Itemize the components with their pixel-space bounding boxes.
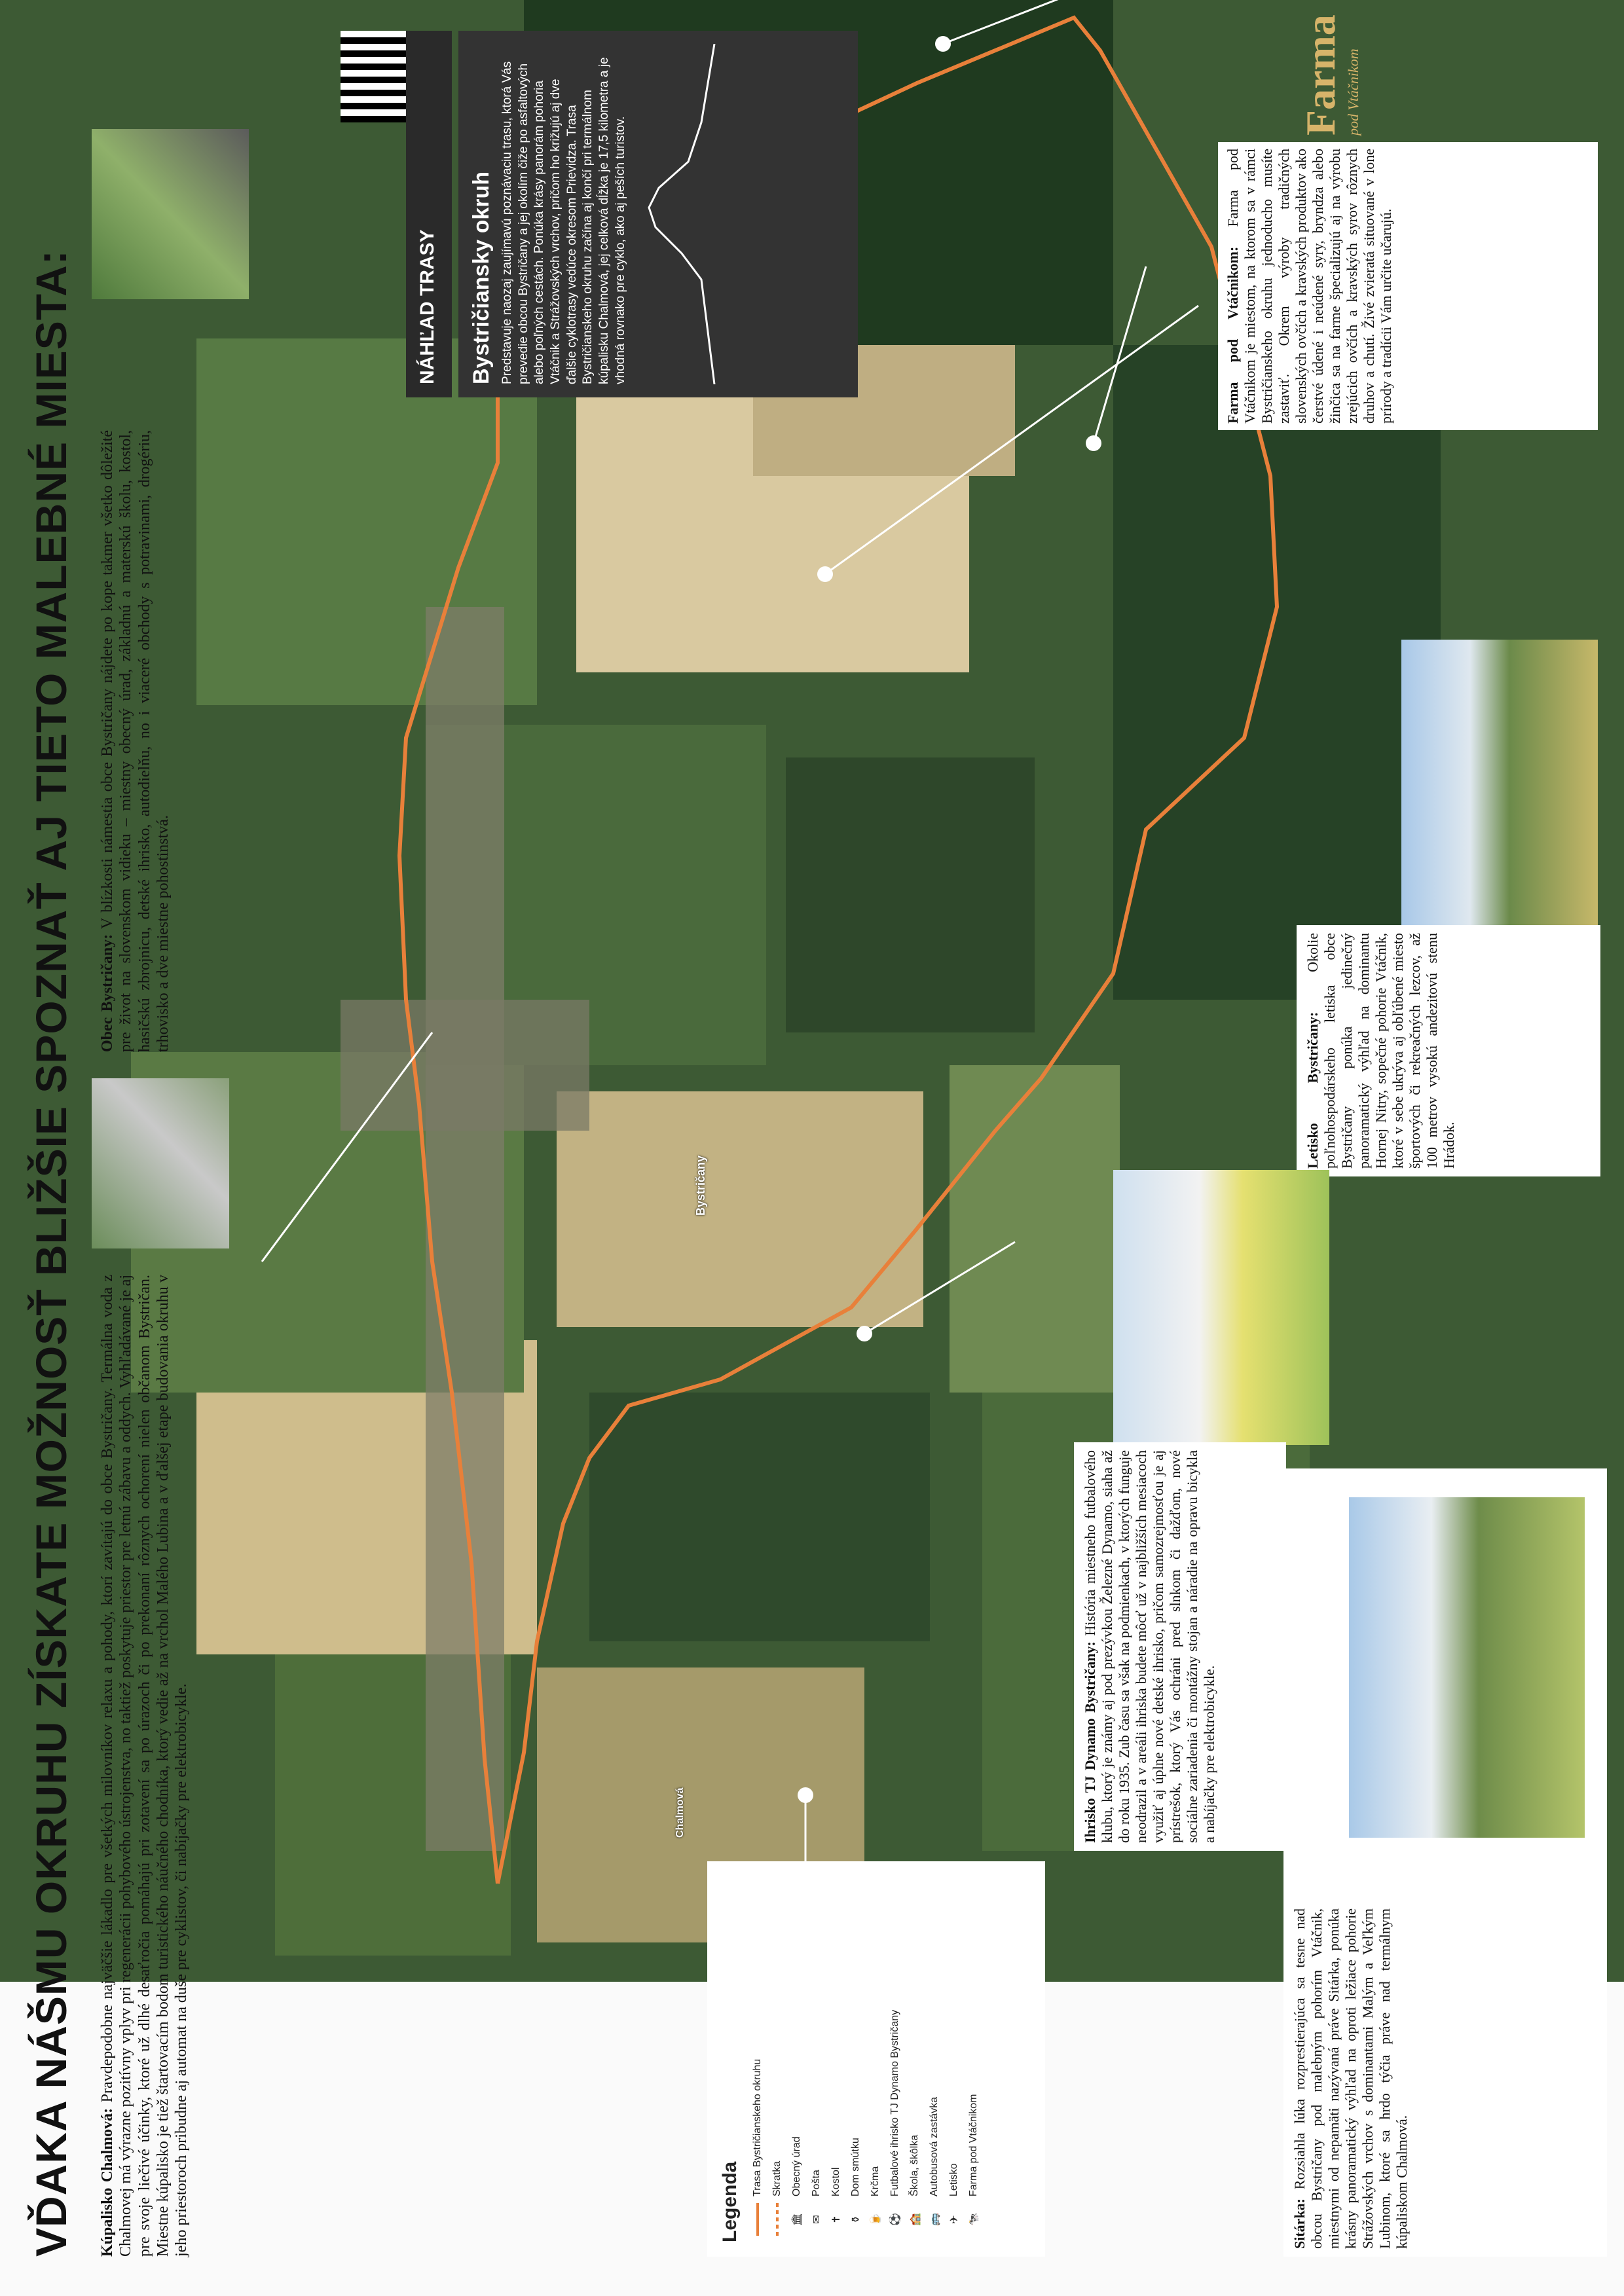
legend-item — [964, 1876, 984, 2242]
route-line-icon — [755, 2196, 760, 2242]
legend-item — [846, 1876, 866, 2242]
farma-logo-word: Farma — [1297, 14, 1344, 136]
farma-block — [1225, 149, 1395, 424]
bus-stop-icon: 🚌 — [929, 2213, 940, 2226]
letisko-card — [1297, 925, 1600, 1176]
legend-item — [925, 1876, 944, 2242]
legend-item — [866, 1876, 885, 2242]
legend-item — [807, 1876, 826, 2242]
preview-area — [406, 5, 864, 397]
legend-label: Trasa Bystričianskeho okruhu — [752, 2058, 763, 2196]
ihrisko-photo — [1113, 1170, 1329, 1445]
letisko-photo — [1401, 640, 1598, 928]
legend-label: Pošta — [811, 2170, 822, 2196]
sitarka-block — [1291, 1908, 1411, 2249]
legend-title: Legenda — [719, 2161, 741, 2242]
sitarka-title: Sitárka: — [1291, 2198, 1308, 2249]
farma-card — [1218, 142, 1598, 430]
preview-title: Bystričiansky okruh — [469, 171, 494, 384]
farma-logo — [1297, 14, 1572, 136]
school-icon: 🏫 — [910, 2213, 921, 2226]
legend-label: Škola, škôlka — [909, 2134, 920, 2196]
legend-label: Dom smútku — [850, 2138, 861, 2196]
preview-tag: NÁHĽAD TRASY — [416, 229, 438, 384]
page-title: VĎAKA NÁŠMU OKRUHU ZÍSKATE MOŽNOSŤ BLIŽŠIE SPOZNAŤ AJ TIETO MALEBNÉ MIESTA: — [27, 249, 75, 2257]
legend-item — [787, 1876, 807, 2242]
farma-title: Farma pod Vtáčnikom: — [1225, 246, 1241, 424]
town-hall-icon: 🏛 — [792, 2212, 803, 2227]
legend-item — [826, 1876, 846, 2242]
legend-label: Obecný úrad — [791, 2136, 802, 2196]
legend-item — [944, 1876, 964, 2242]
map-label-chalmova: Chalmová — [674, 1787, 686, 1838]
preview-tag-box — [406, 31, 452, 397]
church-icon: ✝ — [831, 2215, 842, 2224]
legend-item — [885, 1876, 905, 2242]
pub-icon: 🍺 — [870, 2213, 881, 2226]
farma-logo-sub: pod Vtáčnikom — [1345, 48, 1361, 136]
legend-label: Skratka — [771, 2160, 783, 2196]
elevation-profile — [636, 44, 734, 384]
legend-item — [905, 1876, 925, 2242]
legend-label: Farma pod Vtáčnikom — [968, 2094, 979, 2196]
football-field-photo — [92, 129, 249, 299]
preview-text: Predstavuje naozaj zaujímavú poznávaciu trasu, ktorá Vás prevedie obcou Bystričany a jej okolím čiže po asfaltových alebo poľných cestách. Ponúka krásy panorám pohoria Vtáčnik a Strážovských vrchov, pričom ho križujú aj dve ďalšie cyklotrasy vedúce okresom Prievidza. Trasa Bystričianskeho okruhu začína aj končí pri termálnom kúpalisku Chalmová, jej celková dĺžka je 17,5 kilometra a je vhodná rovnako pre cyklo, ako aj peších turistov. — [500, 57, 627, 384]
letisko-title: Letisko Bystričany: — [1304, 1011, 1321, 1169]
kupalisko-text: Pravdepodobne najväčšie lákadlo pre všetkých milovníkov relaxu a pohody, ktorí zavítajú do obce Bystričany. Termálna voda z Chalmovej má výrazne pozitívny vplyv pri regenerácii pohybového ústrojenstva, no taktiež poskytuje priestor pre letnú zábavu a oddych. Vyhľadávané je aj pre svoje liečivé účinky, ktoré už dlhé desaťročia pomáhajú pri zotavení sa po úrazoch či po prekonaní rôznych ochorení nielen občanom Bystričan. Miestne kúpalisko je tiež štartovacím bodom turistického náučného chodníka, ktorý vedie až na vrchol Malého Lubina a v ďalšej etape budovania okruhu v jeho priestoroch pribudne aj automat na duše pre cyklistov, či nabíjačky pre elektrobicykle. — [99, 1274, 191, 2257]
post-icon: ✉ — [811, 2215, 822, 2224]
legend-label: Autobusová zastávka — [929, 2096, 940, 2196]
ihrisko-card — [1074, 1442, 1286, 1851]
legend-label: Futbalové ihrisko TJ Dynamo Bystričany — [889, 2009, 900, 2196]
sitarka-text: Rozsiahla lúka rozprestierajúca sa tesne nad obcou Bystričany pod malebným pohorím Vtáčnik, miestnymi od nepamäti nazývaná práve Sitárka, ponúka krásny panoramatický výhľad na oproti ležiace pohorie Strážovských vrchov s dominantami Malým a Veľkým Lubinom, ktoré sa hrdo týčia práve nad termálnym kúpaliskom Chalmová. — [1291, 1908, 1410, 2249]
obec-photo — [92, 1078, 229, 1248]
legend-item — [767, 1876, 787, 2242]
obec-text: V blízkosti námestia obce Bystričany nájdete po kope takmer všetko dôležité pre život na slovenskom vidieku – miestny obecný úrad, základnú a materskú školu, kostol, hasičskú zbrojnicu, detské ihrisko, autodielňu, no i viaceré obchody s potravinami, drogériu, trhovisko a dve miestne pohostinstvá. — [99, 430, 172, 1052]
farma-text: Farma pod Vtáčnikom je miestom, na ktorom sa v rámci Bystričianskeho okruhu jednoducho musíte zastaviť. Okrem výroby tradičných slovenských ovčích a kravských produktov ako čerstvé údené i neúdené syry, bryndza alebo žinčica sa na farme špecializujú aj na výrobu zrejúcich ovčích a kravských syrov rôznych druhov a chutí. Živé zvieratá situované v lone prírody a tradícii Vám určite učarujú. — [1225, 148, 1394, 424]
map-label-bystricany: Bystričany — [694, 1155, 707, 1216]
preview-panel — [458, 31, 858, 397]
legend-label: Kostol — [830, 2167, 841, 2196]
airport-icon: ✈ — [949, 2215, 960, 2224]
retirement-home-icon: ⚱ — [851, 2215, 862, 2224]
legend-label: Letisko — [948, 2163, 959, 2196]
legend-item — [748, 1876, 767, 2242]
football-pitch-icon: ⚽ — [890, 2213, 901, 2226]
ihrisko-title: Ihrisko TJ Dynamo Bystričany: — [1082, 1641, 1098, 1843]
letisko-text: Okolie poľnohospodárskeho letiska obce Bystričany ponúka jedinečný panoramatický výhľad na dominantu Hornej Nitry, sopečné pohorie Vtáčnik, ktoré v sebe ukrýva aj obľúbené miesto športových či rekreačných lezcov, až 100 metrov vysokú andezitovú stenu Hrádok. — [1304, 933, 1457, 1169]
map-legend — [707, 1861, 1045, 2257]
kupalisko-block — [98, 1275, 191, 2257]
shortcut-line-icon — [775, 2196, 780, 2242]
ihrisko-block — [1082, 1450, 1218, 1843]
sitarka-photo — [1349, 1497, 1585, 1838]
obec-title: Obec Bystričany: — [99, 934, 116, 1052]
obec-block — [98, 430, 172, 1052]
legend-label: Krčma — [870, 2166, 881, 2196]
kupalisko-title: Kúpalisko Chalmová: — [99, 2107, 116, 2257]
farm-icon: 🐄 — [969, 2213, 980, 2226]
ihrisko-text: História miestneho futbalového klubu, ktorý je známy aj pod prezývkou Železné Dynamo, siaha až do roku 1935. Zub času sa však na podmienkach, v ktorých funguje neodrazil a v areáli ihriska budete môcť už v najbližších mesiacoch využiť aj úplne nové detské ihrisko, pričom samozrejmosťou je aj prístrešok, ktorý Vás ochráni pred slnkom či dažďom, nové sociálne zariadenia či montážny stojan a náradie na opravu bicykla a nabíjačky pre elektrobicykle. — [1082, 1450, 1217, 1843]
letisko-block — [1304, 933, 1458, 1169]
